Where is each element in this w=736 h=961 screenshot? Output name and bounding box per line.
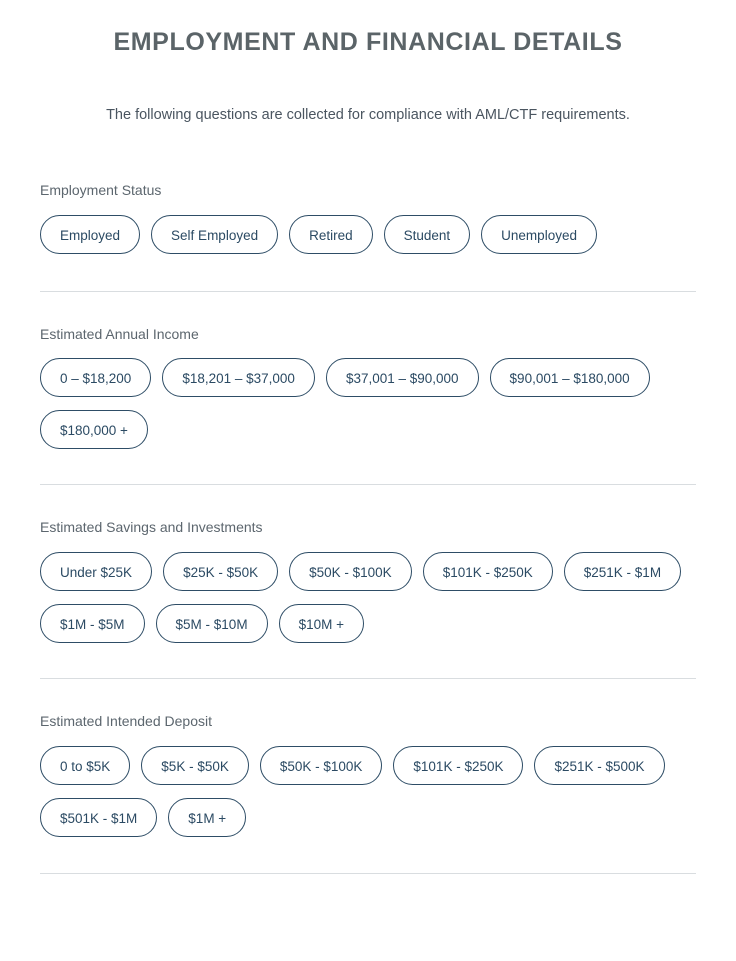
- chip-savings-under-25k[interactable]: Under $25K: [40, 552, 152, 591]
- chip-deposit-251k-500k[interactable]: $251K - $500K: [534, 746, 664, 785]
- chip-income-37001-90000[interactable]: $37,001 – $90,000: [326, 358, 479, 397]
- section-divider-deposit: [40, 873, 696, 874]
- section-annual-income: [40, 292, 696, 486]
- chip-unemployed[interactable]: Unemployed: [481, 215, 597, 254]
- chip-deposit-501k-1m[interactable]: $501K - $1M: [40, 798, 157, 837]
- chip-savings-10m-plus[interactable]: $10M +: [279, 604, 364, 643]
- chip-group-savings-investments: [40, 552, 696, 643]
- chip-group-annual-income: [40, 358, 696, 449]
- divider-wrap-income: [40, 449, 696, 485]
- chip-savings-25k-50k[interactable]: $25K - $50K: [163, 552, 278, 591]
- section-intended-deposit: [40, 679, 696, 874]
- chip-group-intended-deposit: [40, 746, 696, 837]
- chip-income-0-18200[interactable]: 0 – $18,200: [40, 358, 151, 397]
- section-employment-status: [40, 182, 696, 292]
- chip-self-employed[interactable]: Self Employed: [151, 215, 278, 254]
- page-title: EMPLOYMENT AND FINANCIAL DETAILS: [113, 28, 623, 56]
- section-label-employment-status: Employment Status: [40, 181, 162, 198]
- chip-savings-50k-100k[interactable]: $50K - $100K: [289, 552, 412, 591]
- chip-savings-1m-5m[interactable]: $1M - $5M: [40, 604, 145, 643]
- chip-group-employment-status: [40, 215, 696, 254]
- divider-wrap-employment: [40, 254, 696, 292]
- chip-retired[interactable]: Retired: [289, 215, 373, 254]
- chip-student[interactable]: Student: [384, 215, 471, 254]
- divider-wrap-savings: [40, 643, 696, 679]
- chip-deposit-0-5k[interactable]: 0 to $5K: [40, 746, 130, 785]
- intro-text: The following questions are collected for compliance with AML/CTF requirements.: [106, 107, 630, 123]
- chip-deposit-50k-100k[interactable]: $50K - $100K: [260, 746, 383, 785]
- section-savings-investments: [40, 485, 696, 679]
- chip-income-90001-180000[interactable]: $90,001 – $180,000: [490, 358, 650, 397]
- chip-income-180000-plus[interactable]: $180,000 +: [40, 410, 148, 449]
- chip-income-18201-37000[interactable]: $18,201 – $37,000: [162, 358, 315, 397]
- section-label-annual-income: Estimated Annual Income: [40, 325, 199, 342]
- chip-deposit-5k-50k[interactable]: $5K - $50K: [141, 746, 249, 785]
- chip-savings-5m-10m[interactable]: $5M - $10M: [156, 604, 268, 643]
- divider-wrap-deposit: [40, 837, 696, 874]
- chip-savings-251k-1m[interactable]: $251K - $1M: [564, 552, 681, 591]
- chip-deposit-1m-plus[interactable]: $1M +: [168, 798, 246, 837]
- chip-employed[interactable]: Employed: [40, 215, 140, 254]
- chip-savings-101k-250k[interactable]: $101K - $250K: [423, 552, 553, 591]
- section-label-savings-investments: Estimated Savings and Investments: [40, 519, 263, 536]
- section-label-intended-deposit: Estimated Intended Deposit: [40, 713, 212, 730]
- chip-deposit-101k-250k[interactable]: $101K - $250K: [393, 746, 523, 785]
